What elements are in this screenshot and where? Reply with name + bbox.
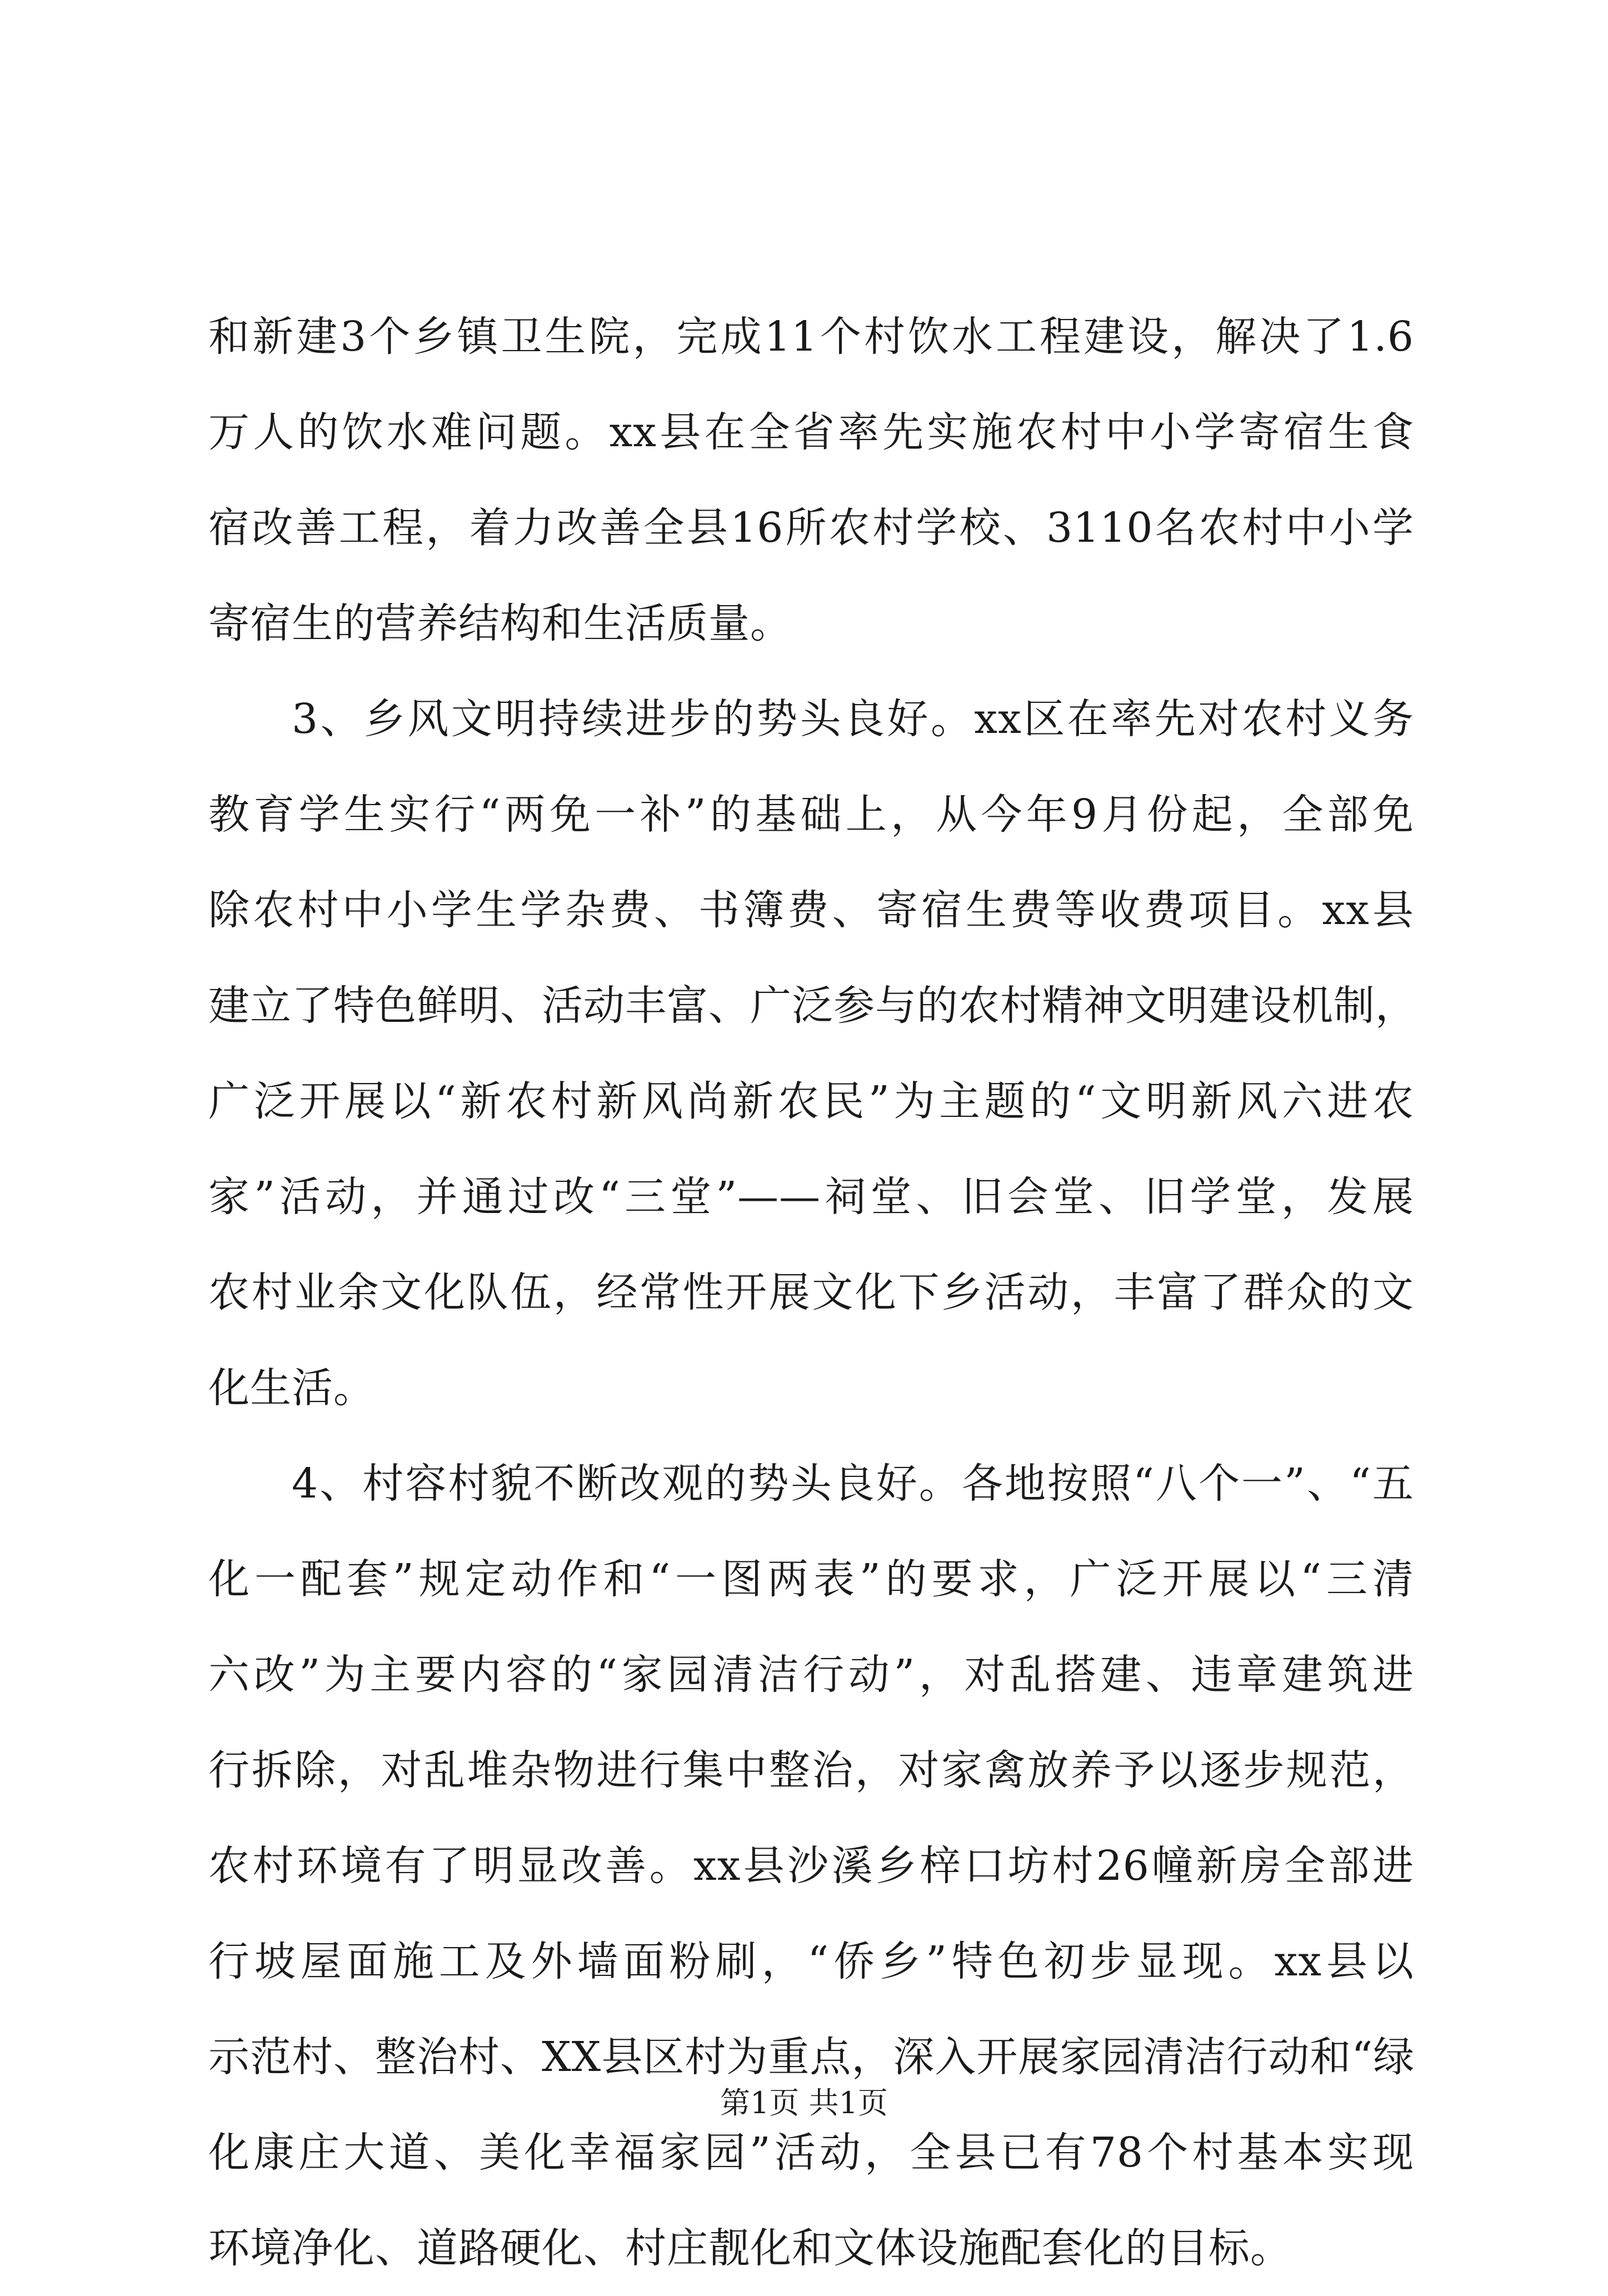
text-line: 行坡屋面施工及外墙面粉刷，“侨乡”特色初步显现。xx县以 bbox=[208, 1938, 1414, 1985]
text-line: 示范村、整治村、XX县区村为重点，深入开展家园清洁行动和“绿 bbox=[208, 2033, 1415, 2081]
text-line: 万人的饮水难问题。xx县在全省率先实施农村中小学寄宿生食 bbox=[208, 408, 1414, 456]
text-line: 农村业余文化队伍，经常性开展文化下乡活动，丰富了群众的文 bbox=[208, 1269, 1414, 1316]
text-line: 除农村中小学生学杂费、书簿费、寄宿生费等收费项目。xx县 bbox=[208, 886, 1414, 934]
text-line: 农村环境有了明显改善。xx县沙溪乡梓口坊村26幢新房全部进 bbox=[208, 1842, 1414, 1890]
text-line: 宿改善工程，着力改善全县16所农村学校、3110名农村中小学 bbox=[208, 504, 1414, 552]
text-line: 六改”为主要内容的“家园清洁行动”，对乱搭建、违章建筑进 bbox=[208, 1651, 1414, 1699]
text-line: 化一配套”规定动作和“一图两表”的要求，广泛开展以“三清 bbox=[208, 1555, 1414, 1603]
text-line: 环境净化、道路硬化、村庄靓化和文体设施配套化的目标。 bbox=[208, 2224, 1292, 2272]
document-body bbox=[208, 289, 1417, 2296]
text-line: 化生活。 bbox=[208, 1364, 375, 1412]
text-line: 广泛开展以“新农村新风尚新农民”为主题的“文明新风六进农 bbox=[208, 1077, 1414, 1125]
text-line: 化康庄大道、美化幸福家园”活动，全县已有78个村基本实现 bbox=[208, 2129, 1414, 2177]
paragraph-3 bbox=[208, 671, 1417, 1436]
paragraph-4 bbox=[208, 1436, 1414, 2296]
text-line: 行拆除，对乱堆杂物进行集中整治，对家禽放养予以逐步规范， bbox=[208, 1746, 1414, 1794]
text-line: 家”活动，并通过改“三堂”——祠堂、旧会堂、旧学堂，发展 bbox=[208, 1173, 1414, 1221]
text-line: 寄宿生的营养结构和生活质量。 bbox=[208, 600, 792, 647]
page-number-footer: 第1页 共1页 bbox=[720, 2085, 888, 2120]
text-line: 3、乡风文明持续进步的势头良好。xx区在率先对农村义务 bbox=[292, 695, 1414, 743]
text-line: 4、村容村貌不断改观的势头良好。各地按照“八个一”、“五 bbox=[292, 1460, 1414, 1508]
paragraph-continued bbox=[208, 289, 1414, 671]
text-line: 教育学生实行“两免一补”的基础上，从今年9月份起，全部免 bbox=[208, 791, 1414, 838]
text-line: 和新建3个乡镇卫生院，完成11个村饮水工程建设，解决了1.6 bbox=[208, 313, 1414, 361]
text-line: 建立了特色鲜明、活动丰富、广泛参与的农村精神文明建设机制， bbox=[208, 982, 1417, 1030]
